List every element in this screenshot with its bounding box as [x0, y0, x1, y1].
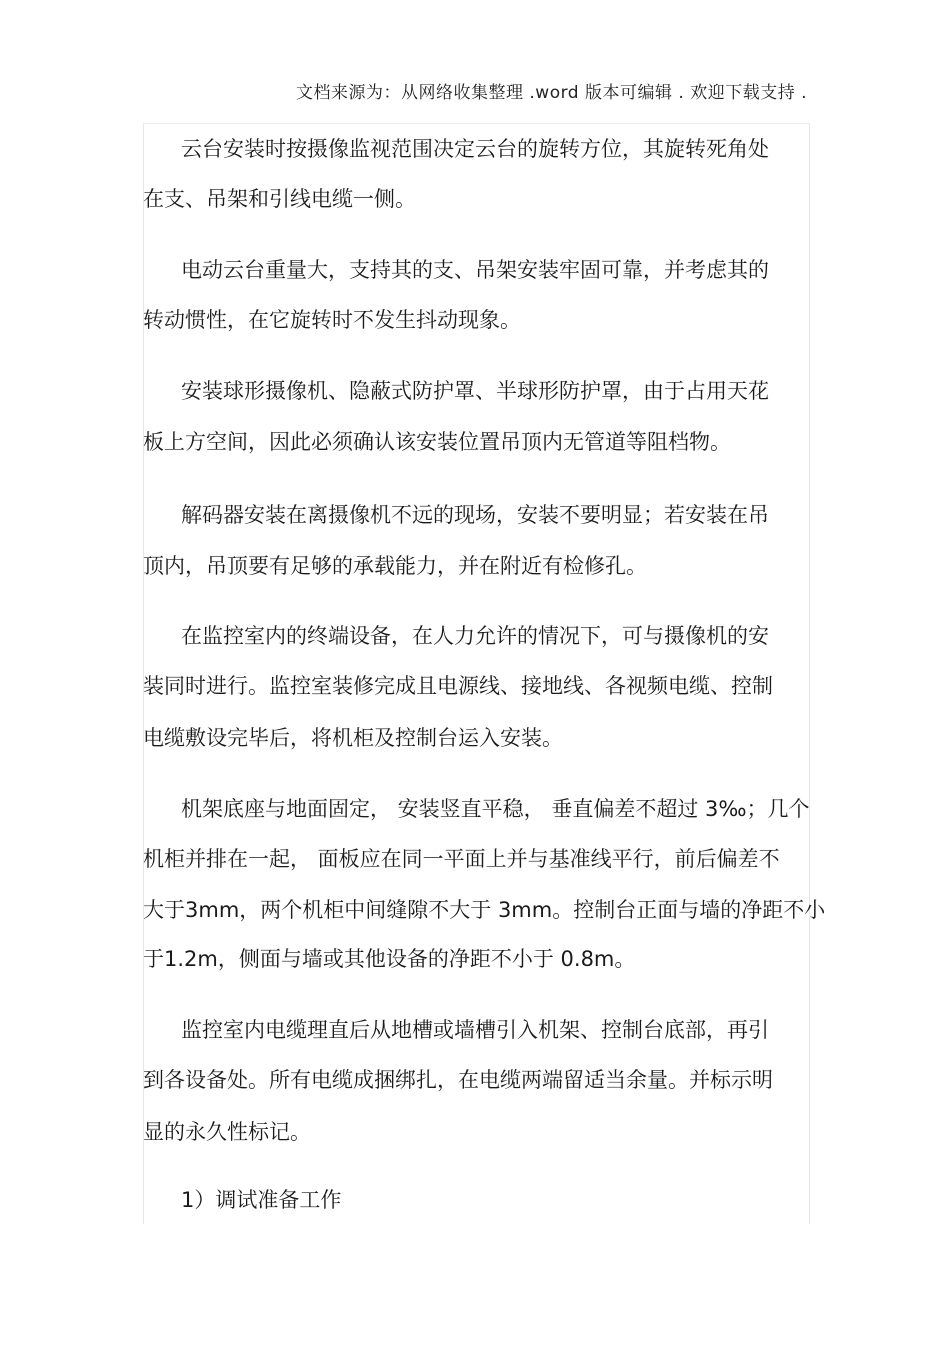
paragraph-1-line-2: 在支、吊架和引线电缆一侧。 — [143, 187, 416, 211]
paragraph-4-line-2: 顶内，吊顶要有足够的承载能力，并在附近有检修孔。 — [143, 554, 647, 578]
paragraph-5-line-3: 电缆敷设完毕后，将机柜及控制台运入安装。 — [143, 726, 563, 750]
paragraph-6-line-2: 机柜并排在一起， 面板应在同一平面上并与基准线平行，前后偏差不 — [143, 847, 780, 871]
paragraph-3-line-2: 板上方空间，因此必须确认该安装位置吊顶内无管道等阻档物。 — [143, 430, 731, 454]
paragraph-6-line-1: 机架底座与地面固定， 安装竖直平稳， 垂直偏差不超过 3‰；几个 — [181, 797, 810, 821]
paragraph-6-line-4: 于1.2m，侧面与墙或其他设备的净距不小于 0.8m。 — [143, 947, 636, 971]
paragraph-1-line-1: 云台安装时按摄像监视范围决定云台的旋转方位，其旋转死角处 — [181, 137, 769, 161]
page-header: 文档来源为：从网络收集整理 .word 版本可编辑 . 欢迎下载支持 . — [295, 83, 807, 103]
paragraph-7-line-1: 监控室内电缆理直后从地槽或墙槽引入机架、控制台底部，再引 — [181, 1018, 769, 1042]
paragraph-4-line-1: 解码器安装在离摄像机不远的现场，安装不要明显；若安装在吊 — [181, 503, 769, 527]
paragraph-7-line-2: 到各设备处。所有电缆成捆绑扎，在电缆两端留适当余量。并标示明 — [143, 1068, 773, 1092]
paragraph-3-line-1: 安装球形摄像机、隐蔽式防护罩、半球形防护罩，由于占用天花 — [181, 379, 769, 403]
paragraph-2-line-1: 电动云台重量大，支持其的支、吊架安装牢固可靠，并考虑其的 — [181, 258, 769, 282]
paragraph-7-line-3: 显的永久性标记。 — [143, 1120, 311, 1144]
paragraph-2-line-2: 转动惯性，在它旋转时不发生抖动现象。 — [143, 308, 521, 332]
section-heading-debug-preparation: 1）调试准备工作 — [181, 1188, 342, 1212]
paragraph-5-line-2: 装同时进行。监控室装修完成且电源线、接地线、各视频电缆、控制 — [143, 674, 773, 698]
paragraph-5-line-1: 在监控室内的终端设备，在人力允许的情况下，可与摄像机的安 — [181, 624, 769, 648]
paragraph-6-line-3: 大于3mm，两个机柜中间缝隙不大于 3mm。控制台正面与墙的净距不小 — [143, 898, 826, 922]
